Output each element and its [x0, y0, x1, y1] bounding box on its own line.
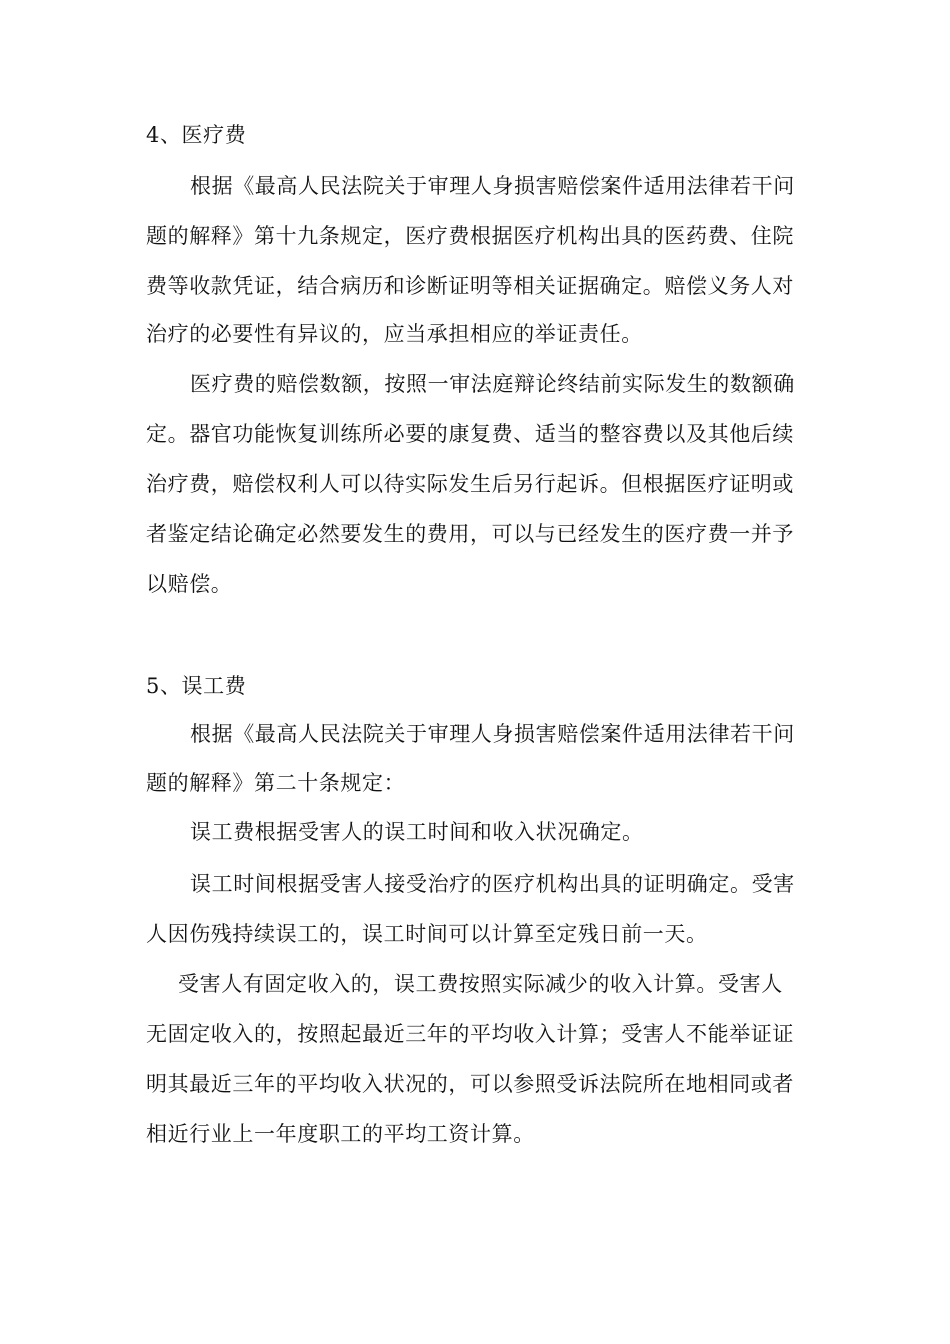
paragraph-line: 定。器官功能恢复训练所必要的康复费、适当的整容费以及其他后续 [146, 422, 794, 446]
paragraph-line: 受害人有固定收入的，误工费按照实际减少的收入计算。受害人 [178, 972, 783, 996]
section-heading: 4、医疗费 [146, 123, 247, 147]
paragraph-line: 人因伤残持续误工的，误工时间可以计算至定残日前一天。 [146, 922, 708, 946]
paragraph-line: 相近行业上一年度职工的平均工资计算。 [146, 1122, 535, 1146]
paragraph-line: 无固定收入的，按照起最近三年的平均收入计算；受害人不能举证证 [146, 1022, 794, 1046]
paragraph-line: 误工费根据受害人的误工时间和收入状况确定。 [190, 820, 644, 844]
paragraph-line: 治疗费，赔偿权利人可以待实际发生后另行起诉。但根据医疗证明或 [146, 472, 794, 496]
paragraph-line: 费等收款凭证，结合病历和诊断证明等相关证据确定。赔偿义务人对 [146, 274, 794, 298]
paragraph-line: 医疗费的赔偿数额，按照一审法庭辩论终结前实际发生的数额确 [190, 372, 795, 396]
paragraph-line: 根据《最高人民法院关于审理人身损害赔偿案件适用法律若干问 [190, 174, 795, 198]
paragraph-line: 明其最近三年的平均收入状况的，可以参照受诉法院所在地相同或者 [146, 1072, 794, 1096]
paragraph-line: 误工时间根据受害人接受治疗的医疗机构出具的证明确定。受害 [190, 872, 795, 896]
paragraph-line: 者鉴定结论确定必然要发生的费用，可以与已经发生的医疗费一并予 [146, 522, 794, 546]
section-heading: 5、误工费 [146, 674, 247, 698]
paragraph-line: 题的解释》第十九条规定，医疗费根据医疗机构出具的医药费、住院 [146, 224, 794, 248]
paragraph-line: 以赔偿。 [146, 572, 233, 596]
paragraph-line: 根据《最高人民法院关于审理人身损害赔偿案件适用法律若干问 [190, 722, 795, 746]
paragraph-line: 治疗的必要性有异议的，应当承担相应的举证责任。 [146, 322, 643, 346]
paragraph-line: 题的解释》第二十条规定： [146, 771, 406, 795]
